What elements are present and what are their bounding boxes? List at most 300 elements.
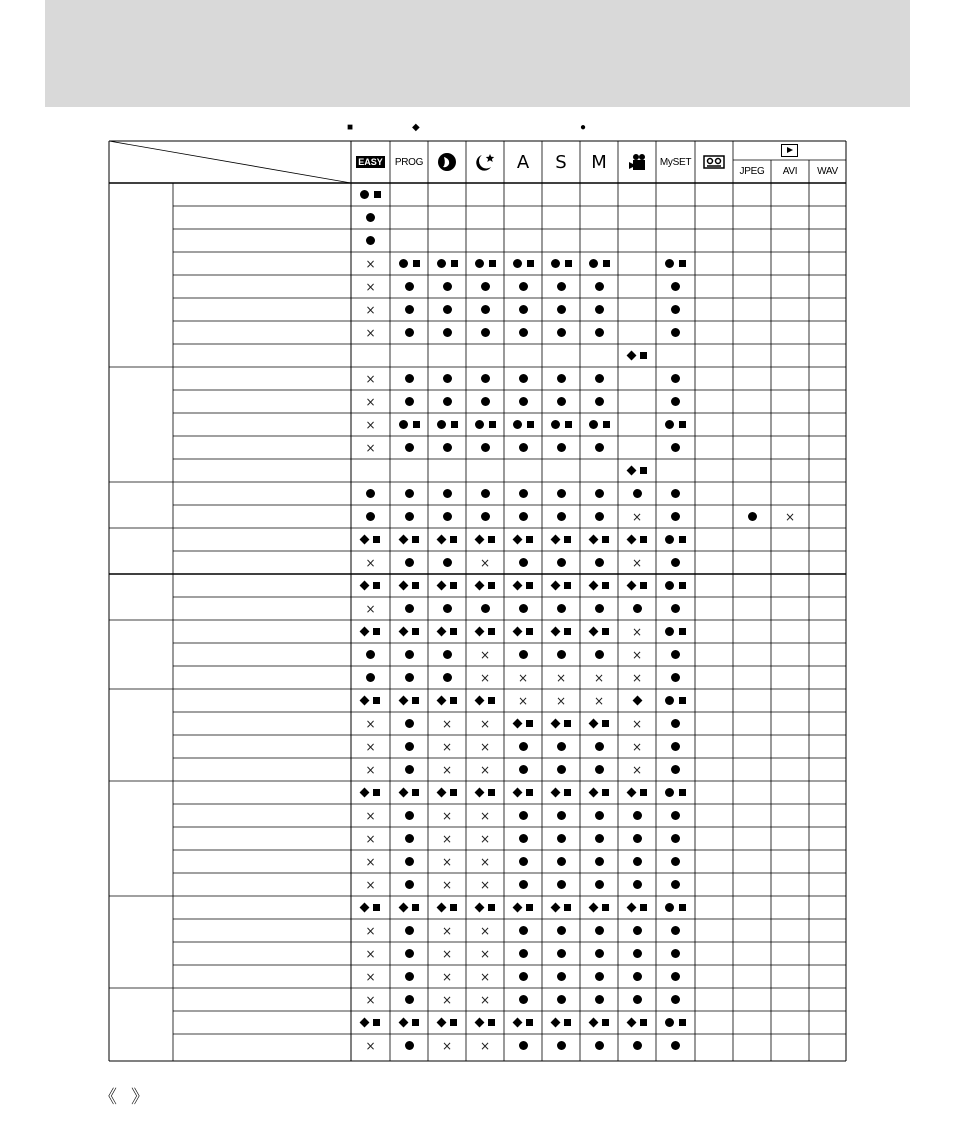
dot-marker [443,443,452,452]
table-cell [580,873,618,896]
dot-marker [519,1041,528,1050]
dot-marker [519,926,528,935]
table-cell [580,574,618,597]
cross-marker: × [593,670,605,685]
table-cell [390,666,428,689]
dot-marker [405,765,414,774]
table-cell [542,574,580,597]
dot-marker [443,512,452,521]
dot-marker [443,673,452,682]
dot-marker [519,857,528,866]
dot-marker [405,880,414,889]
dot-marker [671,374,680,383]
table-cell [542,896,580,919]
diamond-marker [632,696,642,706]
table-cell [580,988,618,1011]
table-cell [542,252,580,275]
table-cell [656,1034,695,1057]
table-cell [466,643,504,666]
square-marker [373,536,380,543]
square-marker [679,260,686,267]
diamond-marker [474,535,484,545]
dot-marker [481,397,490,406]
diamond-marker [398,903,408,913]
table-cell [504,758,542,781]
dot-marker [366,650,375,659]
table-cell [466,735,504,758]
dot-marker [519,328,528,337]
diamond-marker [550,719,560,729]
square-marker [450,536,457,543]
cross-marker: × [365,923,376,938]
square-marker [489,260,496,267]
table-cell [656,252,695,275]
table-cell [428,367,466,390]
dot-marker [595,834,604,843]
table-cell [542,528,580,551]
cross-marker: × [479,1038,491,1053]
table-cell [466,413,504,436]
table-cell [466,298,504,321]
table-cell [466,896,504,919]
dot-marker [557,443,566,452]
movie-camera-icon [618,141,656,183]
dot-marker [405,834,414,843]
table-cell [656,505,695,528]
table-cell [580,275,618,298]
dot-marker [366,489,375,498]
dot-marker [633,834,642,843]
dot-marker [595,926,604,935]
cross-marker: × [631,762,643,777]
square-marker [450,582,457,589]
dot-marker [633,926,642,935]
table-cell [390,965,428,988]
square-marker [602,582,609,589]
cross-marker: × [631,624,643,639]
table-cell [390,919,428,942]
dot-marker [481,374,490,383]
dot-marker [595,558,604,567]
square-marker [413,421,420,428]
cross-marker: × [555,670,567,685]
table-cell [542,689,580,712]
legend-dot: ● [580,122,587,133]
table-cell [428,850,466,873]
table-cell [428,321,466,344]
table-cell [618,528,656,551]
table-cell [656,321,695,344]
dot-marker [595,305,604,314]
table-cell [542,758,580,781]
cross-marker: × [365,256,376,271]
table-cell [542,850,580,873]
night-scene-icon [466,141,504,183]
square-marker [412,582,419,589]
cross-marker: × [631,509,643,524]
dot-marker [595,972,604,981]
table-cell [618,551,656,574]
table-cell [618,482,656,505]
table-cell [466,689,504,712]
square-marker [373,904,380,911]
table-cell [542,1011,580,1034]
diamond-marker [398,1018,408,1028]
dot-marker [557,972,566,981]
table-cell [504,643,542,666]
table-cell [580,689,618,712]
square-marker [527,260,534,267]
table-cell [618,620,656,643]
cross-marker: × [365,716,376,731]
table-cell [466,275,504,298]
diamond-marker [588,719,598,729]
dot-marker [557,834,566,843]
table-cell [351,712,390,735]
square-marker [373,697,380,704]
table-cell [656,574,695,597]
dot-marker [557,765,566,774]
voice-recorder-icon [695,141,733,183]
table-cell [428,735,466,758]
table-cell [542,298,580,321]
dot-marker [633,604,642,613]
table-cell [580,597,618,620]
prog-label: PROG [394,156,424,168]
table-cell [351,919,390,942]
table-cell [390,298,428,321]
square-marker [603,260,610,267]
table-cell [618,689,656,712]
table-cell [351,413,390,436]
table-cell [656,551,695,574]
table-cell [351,321,390,344]
table-cell [504,896,542,919]
table-cell [351,689,390,712]
dot-marker [481,512,490,521]
table-cell [542,827,580,850]
dot-marker [366,673,375,682]
cross-marker: × [365,440,376,455]
dot-marker [671,650,680,659]
table-cell [656,735,695,758]
dot-marker [405,650,414,659]
cross-marker: × [479,877,491,892]
table-cell [618,344,656,367]
dot-marker [443,305,452,314]
dot-marker [665,420,674,429]
table-cell [504,781,542,804]
square-marker [413,260,420,267]
table-cell [351,597,390,620]
table-cell [504,367,542,390]
table-cell [466,390,504,413]
m-label: M [591,151,607,173]
table-cell [466,827,504,850]
cross-marker: × [479,808,491,823]
cross-marker: × [365,302,376,317]
table-cell [542,988,580,1011]
cross-marker: × [365,992,376,1007]
dot-marker [671,558,680,567]
table-cell [580,781,618,804]
table-cell [428,988,466,1011]
legend-diamond: ◆ [412,122,420,133]
dot-marker [405,489,414,498]
table-cell [618,574,656,597]
cross-marker: × [365,739,376,754]
dot-marker [557,926,566,935]
dot-marker [519,995,528,1004]
table-cell [390,643,428,666]
dot-marker [443,282,452,291]
dot-marker [519,834,528,843]
table-cell [428,1034,466,1057]
play-box [781,144,798,157]
square-marker [412,789,419,796]
dot-marker [595,328,604,337]
table-cell [351,551,390,574]
diamond-marker [398,581,408,591]
program-mode-icon [390,141,428,183]
table-cell [771,505,809,528]
dot-marker [443,328,452,337]
square-marker [565,260,572,267]
dot-marker [595,443,604,452]
table-cell [428,896,466,919]
diamond-marker [512,788,522,798]
cross-marker: × [365,969,376,984]
diamond-marker [360,581,370,591]
table-cell [428,1011,466,1034]
shutter-priority-icon [542,141,580,183]
table-cell [466,436,504,459]
dot-marker [557,811,566,820]
table-cell [390,712,428,735]
table-cell [618,850,656,873]
dot-marker [405,305,414,314]
dot-marker [366,512,375,521]
diamond-marker [626,351,636,361]
square-marker [564,720,571,727]
diamond-marker [474,627,484,637]
diamond-marker [588,1018,598,1028]
table-cell [618,459,656,482]
dot-marker [671,489,680,498]
square-marker [679,697,686,704]
diamond-marker [398,627,408,637]
table-cell [428,712,466,735]
footer-right-bracket: 》 [131,1087,149,1108]
table-cell [428,413,466,436]
footer-left-bracket: 《 [99,1087,117,1108]
dot-marker [671,880,680,889]
table-cell [580,896,618,919]
dot-marker [481,328,490,337]
cross-marker: × [441,877,453,892]
square-marker [373,582,380,589]
table-cell [390,873,428,896]
diamond-marker [550,627,560,637]
table-cell [351,942,390,965]
diamond-marker [436,696,446,706]
square-marker [450,1019,457,1026]
table-cell [351,873,390,896]
dot-marker [405,374,414,383]
header-jpeg [733,160,771,183]
diamond-marker [474,581,484,591]
table-cell [580,321,618,344]
table-cell [428,781,466,804]
table-cell [618,712,656,735]
table-cell [504,620,542,643]
dot-marker [633,995,642,1004]
table-cell [580,735,618,758]
table-cell [618,505,656,528]
dot-marker [665,627,674,636]
table-cell [390,827,428,850]
cross-marker: × [631,739,643,754]
dot-marker [665,1018,674,1027]
dot-marker [405,397,414,406]
cross-marker: × [441,831,453,846]
square-marker [564,582,571,589]
table-cell [618,965,656,988]
cross-marker: × [479,739,491,754]
table-cell [466,758,504,781]
table-cell [618,896,656,919]
table-cell [504,873,542,896]
table-cell [351,183,390,206]
dot-marker [513,420,522,429]
table-cell [466,574,504,597]
table-cell [656,689,695,712]
cross-marker: × [479,555,491,570]
table-cell [542,505,580,528]
table-cell [656,482,695,505]
table-cell [466,505,504,528]
table-cell [656,896,695,919]
dot-marker [557,305,566,314]
square-marker [564,904,571,911]
dot-marker [481,489,490,498]
table-cell [656,758,695,781]
cross-marker: × [441,969,453,984]
dot-marker [557,880,566,889]
table-cell [542,643,580,666]
table-cell [542,390,580,413]
table-cell [656,919,695,942]
dot-marker [557,604,566,613]
table-cell [618,666,656,689]
cross-marker: × [593,693,605,708]
table-cell [351,574,390,597]
manual-mode-icon [580,141,618,183]
diamond-marker [512,903,522,913]
square-marker [412,536,419,543]
cross-marker: × [365,279,376,294]
square-marker [488,628,495,635]
square-marker [679,582,686,589]
table-cell [466,942,504,965]
cross-marker: × [479,647,491,662]
square-marker [412,697,419,704]
dot-marker [633,1041,642,1050]
table-cell [580,804,618,827]
dot-marker [671,719,680,728]
table-cell [618,827,656,850]
dot-marker [405,512,414,521]
table-cell [580,827,618,850]
table-cell [504,597,542,620]
dot-marker [519,558,528,567]
dot-marker [665,903,674,912]
square-marker [489,421,496,428]
cross-marker: × [631,670,643,685]
table-cell [351,781,390,804]
cross-marker: × [479,992,491,1007]
dot-marker [519,305,528,314]
table-cell [390,689,428,712]
table-cell [656,413,695,436]
table-cell [504,689,542,712]
portrait-scene-icon-glyph [435,152,459,172]
table-cell [351,1011,390,1034]
dot-marker [633,857,642,866]
diamond-marker [588,903,598,913]
table-cell [656,390,695,413]
cross-marker: × [517,670,529,685]
table-cell [656,597,695,620]
square-marker [373,628,380,635]
diamond-marker [550,903,560,913]
dot-marker [557,857,566,866]
square-marker [526,904,533,911]
table-cell [542,919,580,942]
square-marker [679,536,686,543]
table-cell [542,620,580,643]
dot-marker [405,857,414,866]
table-cell [428,689,466,712]
table-cell [542,873,580,896]
play-icon [733,141,846,160]
diamond-marker [550,581,560,591]
dot-marker [595,1041,604,1050]
table-cell [580,758,618,781]
square-marker [451,421,458,428]
table-cell [390,505,428,528]
dot-marker [519,949,528,958]
table-cell [656,436,695,459]
table-cell [351,643,390,666]
myset-label: MySET [659,156,692,168]
cross-marker: × [441,923,453,938]
cross-marker: × [631,555,643,570]
dot-marker [519,972,528,981]
dot-marker [665,581,674,590]
dot-marker [405,972,414,981]
dot-marker [595,397,604,406]
table-cell [428,827,466,850]
table-cell [504,965,542,988]
table-cell [428,298,466,321]
diamond-marker [398,788,408,798]
dot-marker [671,949,680,958]
square-marker [526,720,533,727]
table-cell [390,942,428,965]
cross-marker: × [441,762,453,777]
dot-marker [519,811,528,820]
